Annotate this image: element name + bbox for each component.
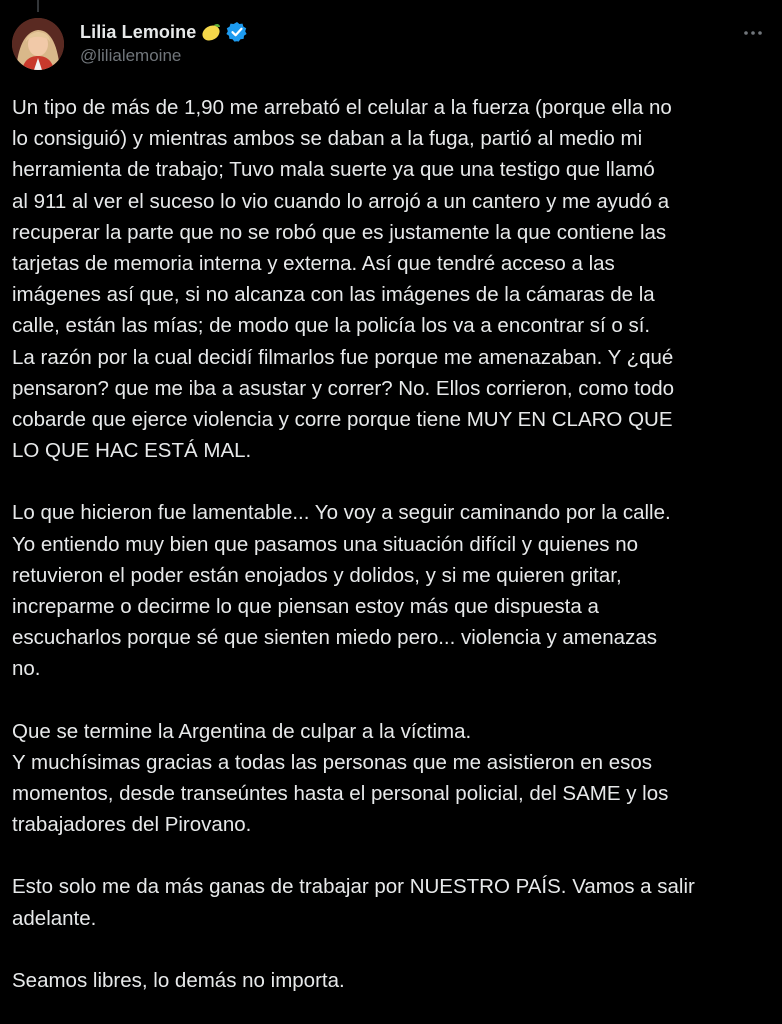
display-name[interactable]: Lilia Lemoine [80,21,197,42]
verified-badge-icon [226,21,248,43]
tweet-paragraph: Un tipo de más de 1,90 me arrebató el celular a la fuerza (porque ella no lo consiguió) y mientras ambos se daban a la fuga, partió al medio mi herramienta de trabajo; Tuvo mala suerte ya que una testigo que llamó al 911 al ver el suceso lo vio cuando lo arrojó a un cantero y me ayudó a recuperar la parte que no se robó que es justamente la que contiene las tarjetas de memoria interna y externa. Así que tendré acceso a las imágenes así que, si no alcanza con las imágenes de la cámaras de la calle, están las mías; de modo que la policía los va a encontrar sí o sí. La razón por la cual decidí filmarlos fue porque me amenazaban. Y ¿qué pensaron? que me iba a asustar y correr? No. Ellos corrieron, como todo cobarde que ejerce violencia y corre porque tiene MUY EN CLARO QUE LO QUE HAC ESTÁ MAL. [12,96,675,463]
tweet-paragraph: Que se termine la Argentina de culpar a la víctima. Y muchísimas gracias a todas las personas que me asistieron en esos momentos, desde transeúntes hasta el personal policial, del SAME y los trabajadores del Pirovano. [12,719,669,837]
tweet-paragraph: Esto solo me da más ganas de trabajar por NUESTRO PAÍS. Vamos a salir adelante. [12,875,695,930]
lemon-icon [200,21,222,43]
more-options-icon[interactable] [740,20,766,46]
tweet-text [12,92,772,1024]
tweet-paragraph: Lo que hicieron fue lamentable... Yo voy a seguir caminando por la calle. Yo entiendo muy bien que pasamos una situación difícil y quienes no retuvieron el poder están enojados y dolidos, y si me quieren gritar, increparme o decirme lo que piensan estoy más que dispuesta a escucharlos porque sé que sienten miedo pero... violencia y amenazas no. [12,501,671,681]
author-handle[interactable]: @lilialemoine [80,46,182,65]
avatar[interactable] [12,18,64,70]
author-names [80,20,248,66]
avatar-image [12,18,64,70]
thread-connector-line [37,0,39,12]
tweet-paragraph: Seamos libres, lo demás no importa. [12,968,345,992]
display-name-row[interactable] [80,20,248,44]
tweet-header [12,14,770,78]
